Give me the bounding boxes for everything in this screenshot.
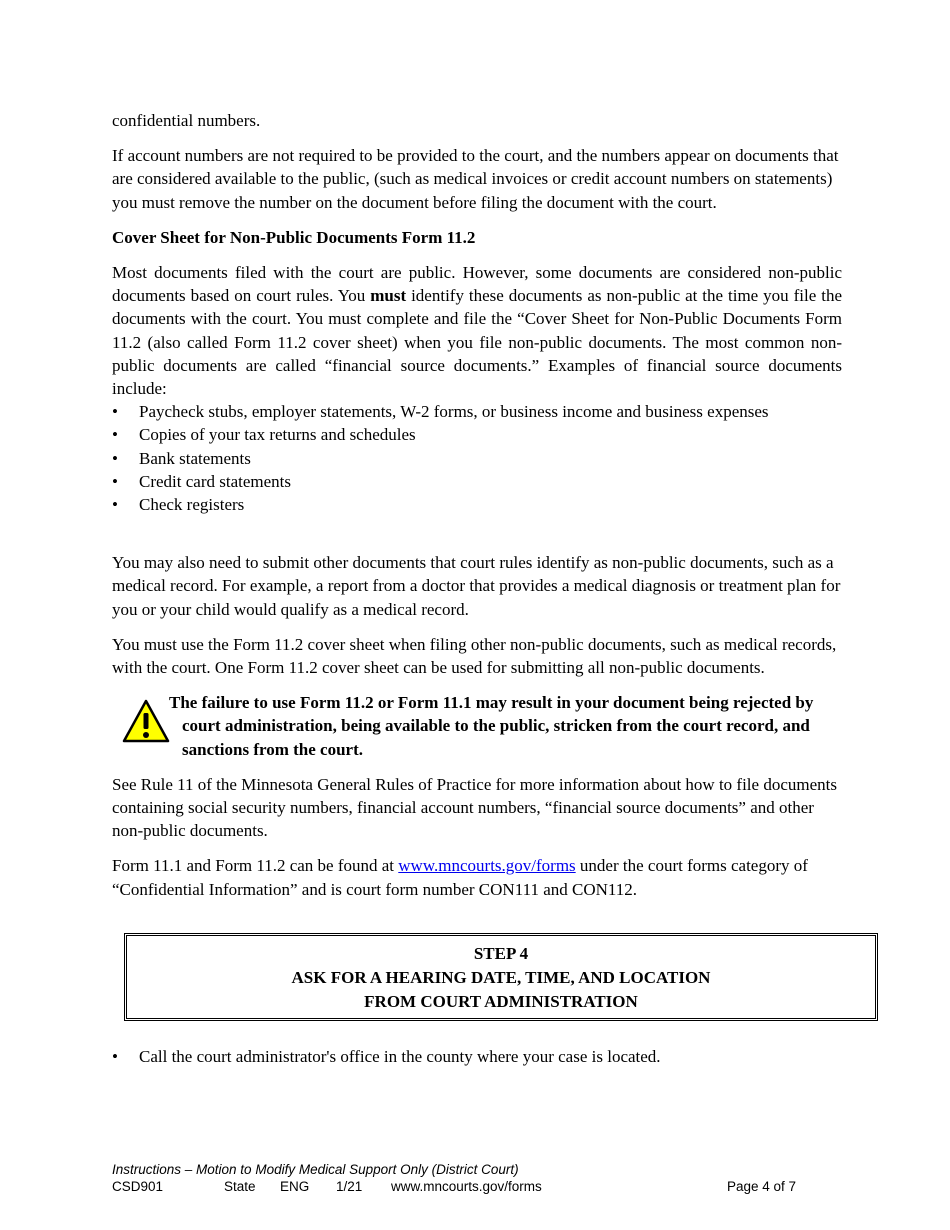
list-item: • Call the court administrator's office in the county where your case is located. xyxy=(112,1045,842,1068)
document-body xyxy=(112,109,842,1068)
footer-form-code: CSD901 xyxy=(112,1179,164,1194)
cover-paragraph xyxy=(112,261,842,400)
warning-text: The failure to use Form 11.2 or Form 11.1 may result in your document being rejected by court administration, being available to the public, stricken from the court record, and sanctions from the court. xyxy=(169,693,814,759)
step-title-line-2: FROM COURT ADMINISTRATION xyxy=(364,991,638,1011)
form-use-paragraph: You must use the Form 11.2 cover sheet when filing other non-public documents, such as medical records, with the court. One Form 11.2 cover sheet can be used for submitting all non-public documents. xyxy=(112,634,837,678)
footer-url: www.mncourts.gov/forms xyxy=(391,1179,542,1194)
list-item: • Bank statements xyxy=(112,447,842,470)
footer-revision: 1/21 xyxy=(336,1179,363,1194)
cover-paragraph-emphasis: must xyxy=(370,286,407,306)
forms-paragraph-pre: Form 11.1 and Form 11.2 can be found at xyxy=(112,856,399,876)
forms-paragraph xyxy=(112,854,842,900)
page-footer xyxy=(112,1161,812,1195)
list-item: • Check registers xyxy=(112,493,842,516)
step-4-list xyxy=(112,1045,842,1068)
step-title-line-1: ASK FOR A HEARING DATE, TIME, AND LOCATION xyxy=(291,967,711,987)
footer-language: ENG xyxy=(280,1179,310,1194)
list-item: • Copies of your tax returns and schedules xyxy=(112,423,842,446)
account-paragraph: If account numbers are not required to be provided to the court, and the numbers appear on documents that are considered available to the public, (such as medical invoices or credit account numbers on statements) you must remove the number on the document before filing the document with the court. xyxy=(112,146,839,212)
warning-callout xyxy=(112,691,842,761)
other-docs-paragraph: You may also need to submit other documents that court rules identify as non-public documents, such as a medical record. For example, a report from a doctor that provides a medical diagnosis or treatment plan for you or your child would qualify as a medical record. xyxy=(112,553,841,619)
intro-continued: confidential numbers. xyxy=(112,111,261,130)
step-4-box xyxy=(124,933,878,1021)
cover-paragraph-pre: Most documents filed with the court are public. However, some documents are considered non-public documents based on court rules. You xyxy=(112,263,842,306)
cover-sheet-heading: Cover Sheet for Non-Public Documents Form 11.2 xyxy=(112,227,476,247)
mncourts-forms-link[interactable]: www.mncourts.gov/forms xyxy=(398,856,576,876)
list-item: • Credit card statements xyxy=(112,470,842,493)
warning-icon xyxy=(122,699,170,743)
footer-jurisdiction: State xyxy=(224,1179,256,1194)
footer-meta-row xyxy=(112,1178,812,1195)
list-item: • Paycheck stubs, employer statements, W-2 forms, or business income and business expenses xyxy=(112,400,842,423)
footer-title: Instructions – Motion to Modify Medical Support Only (District Court) xyxy=(112,1162,519,1177)
step-number: STEP 4 xyxy=(473,943,529,963)
rule-paragraph: See Rule 11 of the Minnesota General Rules of Practice for more information about how to file documents containing social security numbers, financial account numbers, “financial source documents” and other non-public documents. xyxy=(112,774,837,841)
financial-docs-list xyxy=(112,400,842,516)
cover-paragraph-post: identify these documents as non-public at the time you file the documents with the court. You must complete and file the “Cover Sheet for Non-Public Documents Form 11.2 (also called Form 11.2 cover sheet) when you file non-public documents. The most common non-public documents are called “financial source documents.” Examples of financial source documents include: xyxy=(112,286,842,399)
footer-page-number: Page 4 of 7 xyxy=(727,1179,797,1194)
forms-paragraph-post: under the court forms category of “Confidential Information” and is court form number CON111 and CON112. xyxy=(112,856,808,899)
